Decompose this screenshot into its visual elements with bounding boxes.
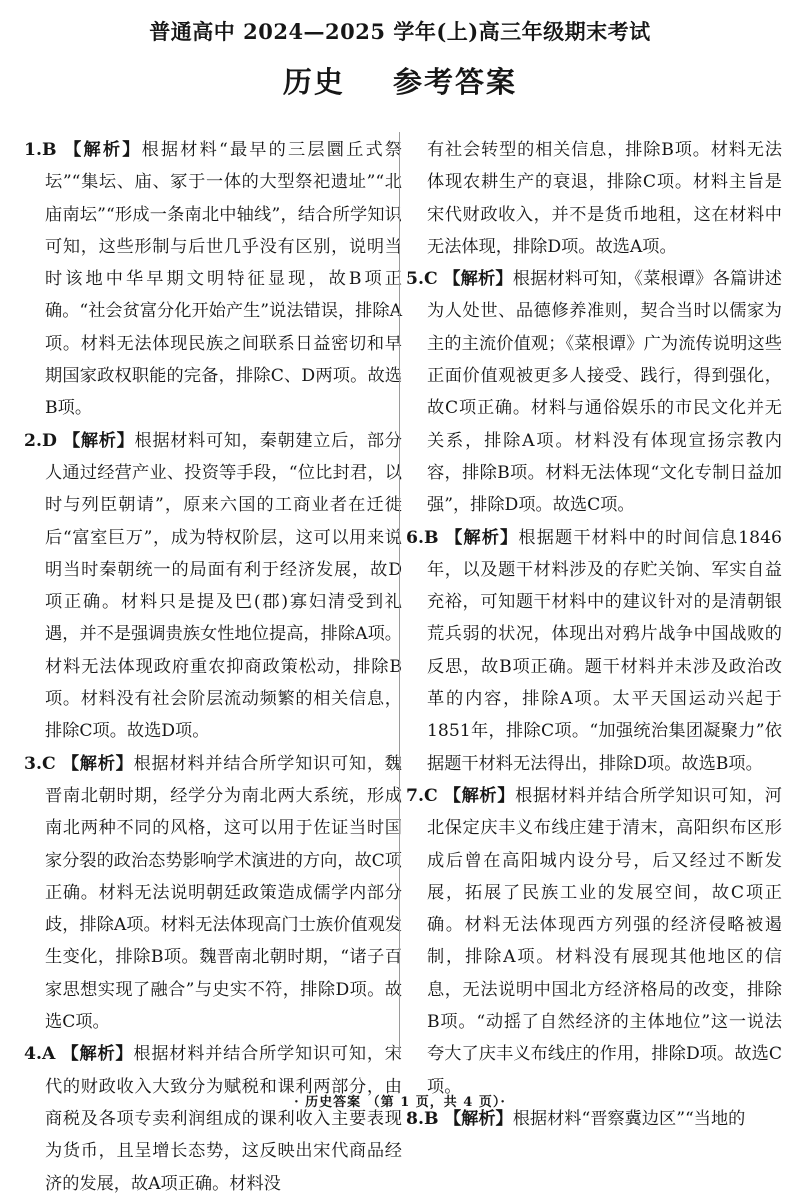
answer-item-3: [24, 748, 402, 1039]
answer-number: 2.D: [24, 430, 57, 451]
answer-item-2: [24, 425, 402, 748]
column-divider: [399, 132, 400, 1058]
answer-item-7: [406, 780, 782, 1103]
exam-title: 普通高中 2024—2025 学年(上)高三年级期末考试: [149, 19, 651, 44]
answer-item-4: [24, 1038, 402, 1199]
answer-number: 6.B: [406, 527, 439, 548]
page-footer: · 历史答案 （第 1 页，共 4 页）·: [294, 1095, 506, 1110]
exam-subtitle: [0, 60, 800, 101]
answer-number: 7.C: [406, 785, 438, 806]
analysis-tag: 【解析】: [443, 785, 516, 806]
answer-number: 3.C: [24, 753, 56, 774]
analysis-tag: 【解析】: [443, 269, 513, 290]
answer-text: 根据材料“晋察冀边区”“当地的: [512, 1108, 746, 1129]
answer-number: 1.B: [24, 140, 57, 160]
left-column: [24, 134, 402, 1200]
subject-label: 历史: [282, 65, 345, 99]
answer-item-1: [24, 134, 402, 425]
answer-number: 4.A: [24, 1044, 56, 1065]
answer-text: 根据材料可知，《菜根谭》各篇讲述为人处世、品德修养准则，契合当时以儒家为主的主流价值观；《菜根谭》广为流传说明这些正面价值观被更多人接受、践行，得到强化，故C项正确。材料与通俗娱乐的市民文化并无关系，排除A项。材料没有体现宣扬宗教内容，排除B项。材料无法体现“文化专制日益加强”，排除D项。故选C项。: [427, 269, 782, 516]
doc-type-label: 参考答案: [393, 65, 518, 99]
analysis-tag: 【解析】: [64, 140, 142, 160]
answer-item-6: [406, 522, 782, 780]
answer-text: 根据材料并结合所学知识可知，河北保定庆丰义布线庄建于清末，高阳织布区形成后曾在高阳城内设分号，后又经过不断发展，拓展了民族工业的发展空间，故C项正确。材料无法体现西方列强的经济侵略被遏制，排除A项。材料没有展现其他地区的信息，无法说明中国北方经济格局的改变，排除B项。“动摇了自然经济的主体地位”这一说法夸大了庆丰义布线庄的作用，排除D项。故选C项。: [427, 785, 782, 1097]
answer-item-5: [406, 263, 782, 521]
answer-text: 根据材料“最早的三层圜丘式祭坛”“集坛、庙、冢于一体的大型祭祀遗址”“北庙南坛”“形成一条南北中轴线”，结合所学知识可知，这些形制与后世几乎没有区别，说明当时该地中华早期文明特征显现，故B项正确。“社会贫富分化开始产生”说法错误，排除A项。材料无法体现民族之间联系日益密切和早期国家政权职能的完备，排除C、D两项。故选B项。: [45, 140, 402, 419]
answer-text: 根据题干材料中的时间信息1846年，以及题干材料涉及的存贮关饷、军实自益充裕，可知题干材料中的建议针对的是清朝银荒兵弱的状况，体现出对鸦片战争中国战败的反思，故B项正确。题干材料并未涉及政治改革的内容，排除A项。太平天国运动兴起于1851年，排除C项。“加强统治集团凝聚力”依据题干材料无法得出，排除D项。故选B项。: [427, 527, 782, 774]
answer-number: 5.C: [406, 269, 438, 290]
analysis-tag: 【解析】: [61, 753, 134, 774]
answer-item-4-continued: 有社会转型的相关信息，排除B项。材料无法体现农耕生产的衰退，排除C项。材料主旨是宋代财政收入，并不是货币地租，这在材料中无法体现，排除D项。故选A项。: [427, 140, 782, 257]
answer-text: 根据材料并结合所学知识可知，宋代的财政收入大致分为赋税和课利两部分，由商税及各项专卖利润组成的课利收入主要表现为货币，且呈增长态势，这反映出宋代商品经济的发展，故A项正确。材料没: [45, 1044, 402, 1194]
answer-number: 8.B: [406, 1108, 439, 1129]
answer-text: 根据材料可知，秦朝建立后，部分人通过经营产业、投资等手段，“位比封君，以时与列臣朝请”，原来六国的工商业者在迁徙后“富室巨万”，成为特权阶层，这可以用来说明当时秦朝统一的局面有利于经济发展，故D项正确。材料只是提及巴(郡)寡妇清受到礼遇，并不是强调贵族女性地位提高，排除A项。材料无法体现政府重农抑商政策松动，排除B项。材料没有社会阶层流动频繁的相关信息，排除C项。故选D项。: [45, 430, 402, 742]
analysis-tag: 【解析】: [61, 1044, 134, 1065]
analysis-tag: 【解析】: [443, 1108, 513, 1129]
right-column: [406, 134, 782, 1135]
analysis-tag: 【解析】: [63, 430, 135, 451]
answer-text: 根据材料并结合所学知识可知，魏晋南北朝时期，经学分为南北两大系统，形成南北两种不同的风格，这可以用于佐证当时国家分裂的政治态势影响学术演进的方向，故C项正确。材料无法说明朝廷政策造成儒学内部分歧，排除A项。材料无法体现高门士族价值观发生变化，排除B项。魏晋南北朝时期，“诸子百家思想实现了融合”与史实不符，排除D项。故选C项。: [45, 753, 402, 1033]
analysis-tag: 【解析】: [445, 527, 519, 548]
